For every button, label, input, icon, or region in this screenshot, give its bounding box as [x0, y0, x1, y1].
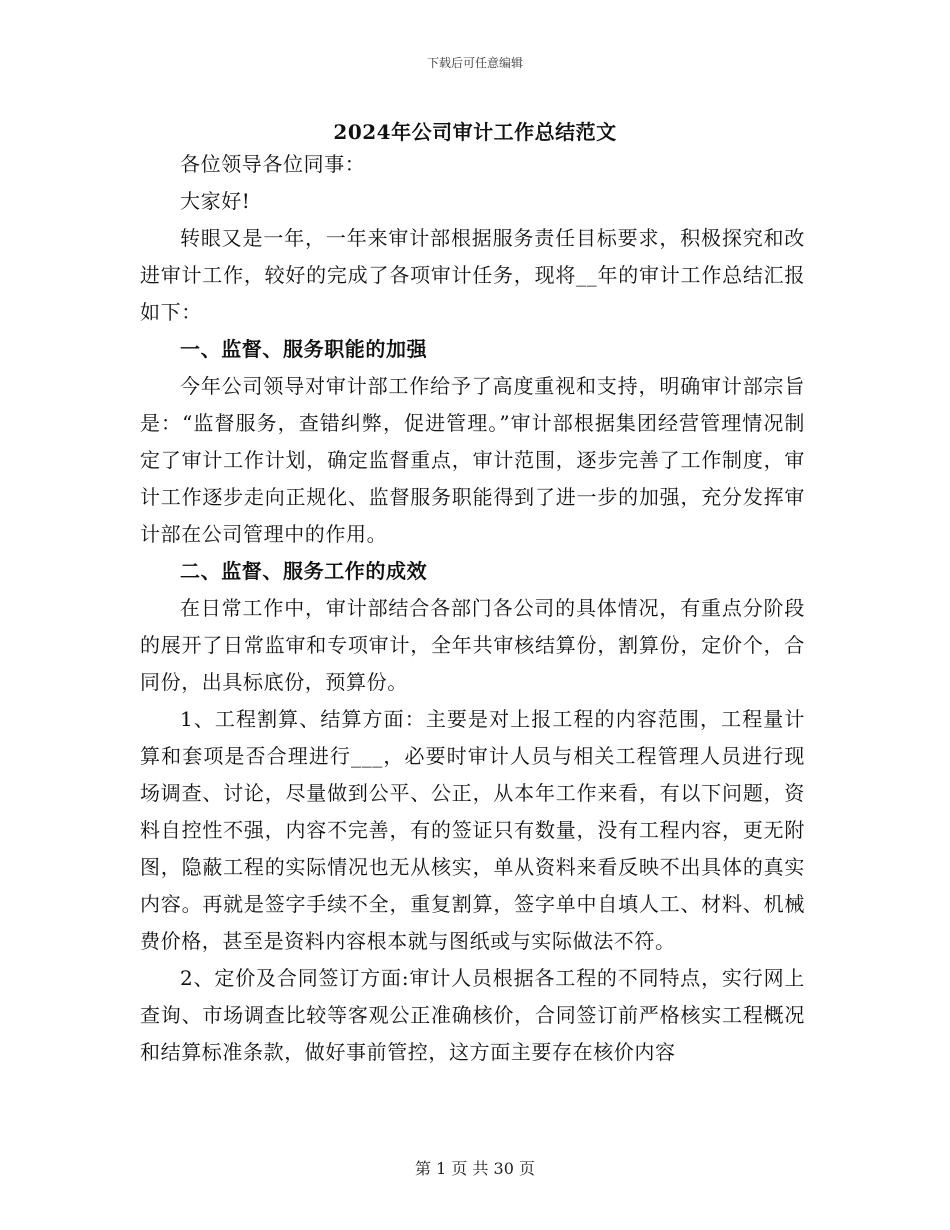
item-2-paragraph: 2、定价及合同签订方面:审计人员根据各工程的不同特点，实行网上查询、市场调查比较等客观公正准确核价，合同签订前严格核实工程概况和结算标准条款，做好事前管控，这方面主要存在核价内容: [140, 966, 805, 1064]
document-body: [140, 146, 805, 1071]
item-1-paragraph: 1、工程割算、结算方面：主要是对上报工程的内容范围，工程量计算和套项是否合理进行___，必要时审计人员与相关工程管理人员进行现场调查、讨论，尽量做到公平、公正，从本年工作来看，有以下问题，资料自控性不强，内容不完善，有的签证只有数量，没有工程内容，更无附图，隐蔽工程的实际情况也无从核实，单从资料来看反映不出具体的真实内容。再就是签字手续不全，重复割算，签字单中自填人工、材料、机械费价格，甚至是资料内容根本就与图纸或与实际做法不符。: [140, 707, 805, 953]
section-2-paragraph: 在日常工作中，审计部结合各部门各公司的具体情况，有重点分阶段的展开了日常监审和专项审计，全年共审核结算份，割算份，定价个，合同份，出具标底份，预算份。: [140, 596, 805, 694]
section-heading-1: 一、监督、服务职能的加强: [180, 337, 428, 361]
page-number: 第 1 页 共 30 页: [415, 1159, 535, 1178]
document-title: 2024年公司审计工作总结范文: [333, 120, 617, 144]
header-note: 下载后可任意编辑: [426, 56, 523, 70]
intro-paragraph: 转眼又是一年，一年来审计部根据服务责任目标要求，积极探究和改进审计工作，较好的完成了各项审计任务，现将__年的审计工作总结汇报如下：: [140, 226, 805, 324]
section-heading-2: 二、监督、服务工作的成效: [180, 559, 428, 583]
section-1-paragraph: 今年公司领导对审计部工作给予了高度重视和支持，明确审计部宗旨是：“监督服务，查错纠弊，促进管理。”审计部根据集团经营管理情况制定了审计工作计划，确定监督重点，审计范围，逐步完善了工作制度，审计工作逐步走向正规化、监督服务职能得到了进一步的加强，充分发挥审计部在公司管理中的作用。: [140, 374, 805, 546]
greeting-paragraph: 各位领导各位同事：: [180, 152, 366, 176]
salutation-paragraph: 大家好!: [180, 189, 251, 213]
